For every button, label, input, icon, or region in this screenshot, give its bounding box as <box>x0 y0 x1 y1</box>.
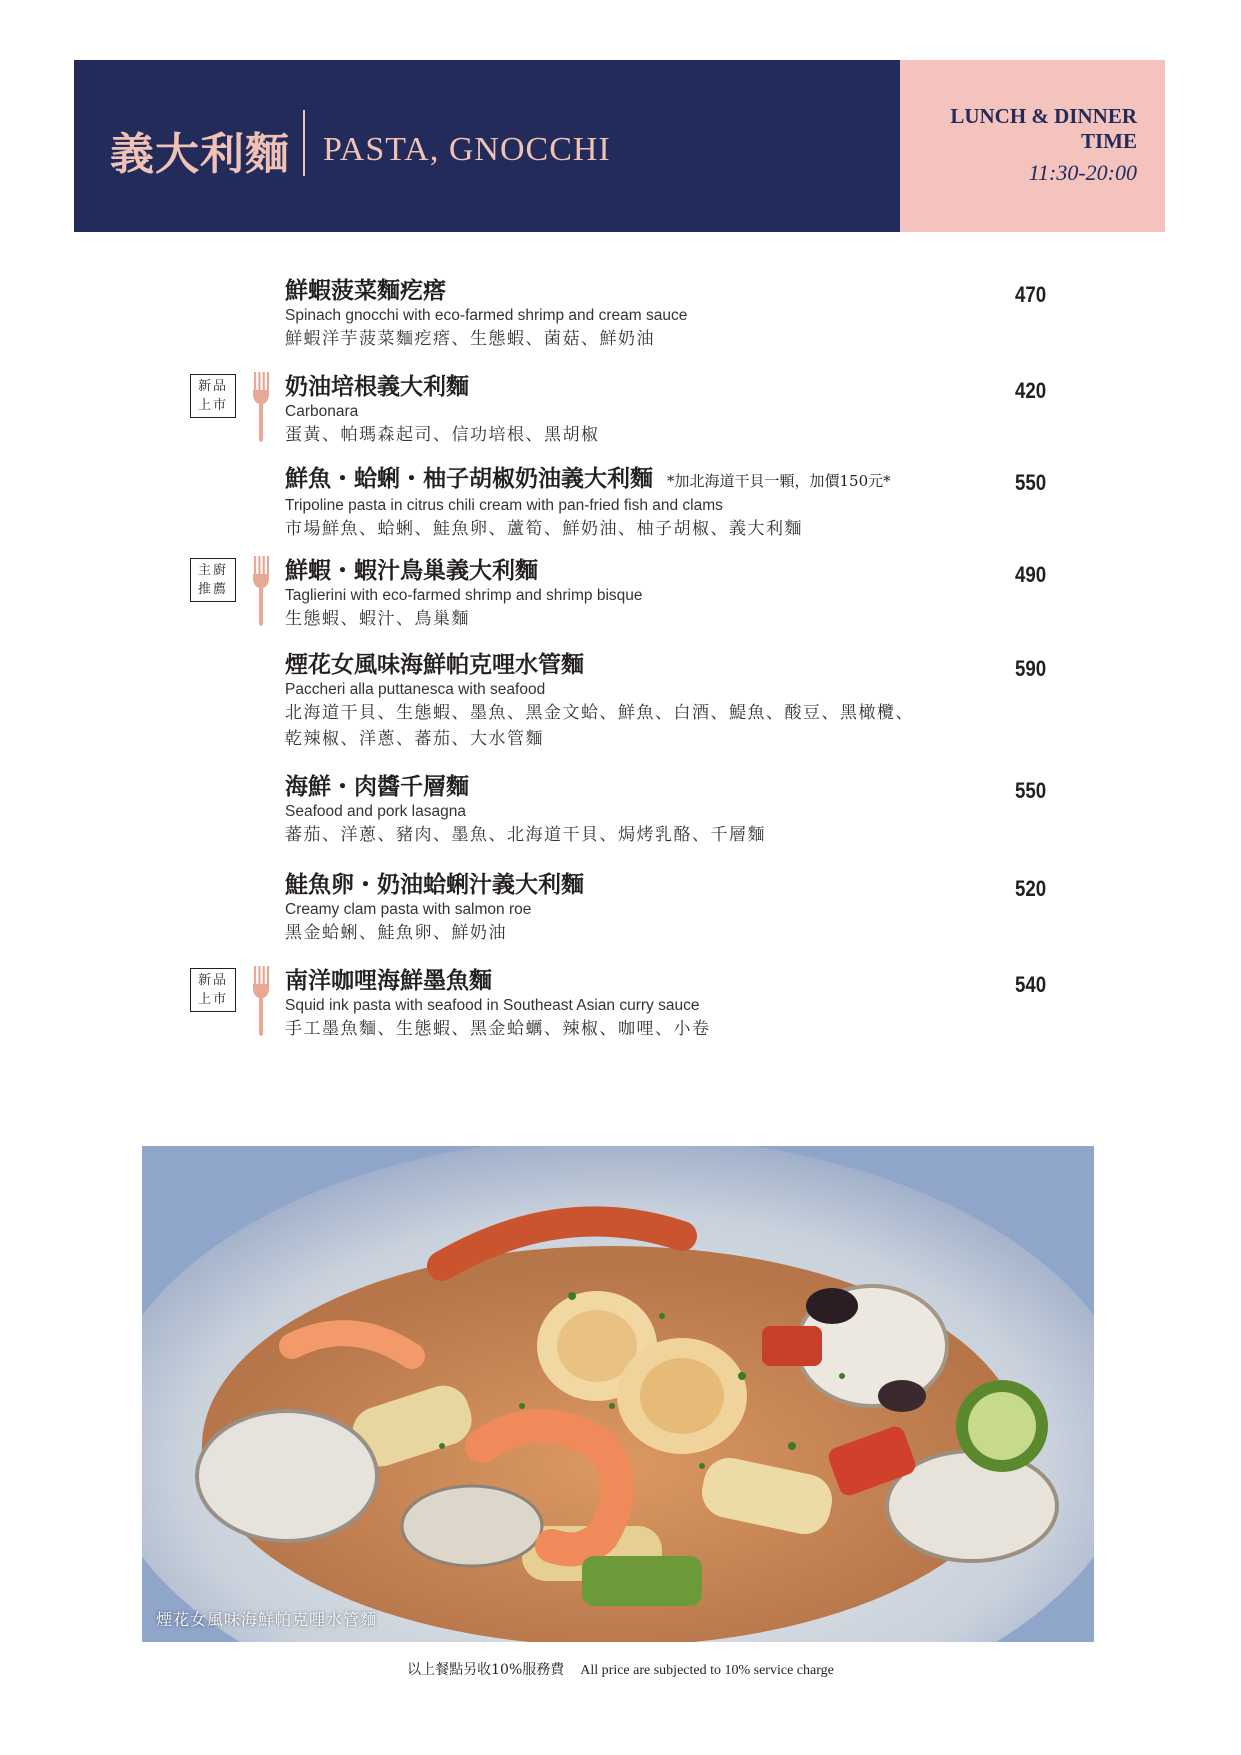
menu-item <box>285 772 1065 848</box>
menu-item <box>285 650 1065 752</box>
item-description: Seafood and pork lasagna <box>285 803 466 820</box>
time-hours: 11:30-20:00 <box>1028 160 1137 185</box>
item-ingredients: 黑金蛤蜊、鮭魚卵、鮮奶油 <box>285 923 507 943</box>
badge-line-1: 主廚 <box>197 563 228 578</box>
new-item-badge <box>190 968 236 1012</box>
item-ingredients-cont: 乾辣椒、洋蔥、蕃茄、大水管麵 <box>285 729 544 749</box>
item-name: 煙花女風味海鮮帕克哩水管麵 <box>285 651 584 678</box>
item-description: Tripoline pasta in citrus chili cream with pan-fried fish and clams <box>285 497 723 514</box>
time-label-line-1: LUNCH & DINNER <box>950 104 1137 128</box>
menu-item <box>285 372 1065 448</box>
item-ingredients: 生態蝦、蝦汁、鳥巢麵 <box>285 609 470 629</box>
menu-item <box>285 464 1065 542</box>
dish-photo <box>142 1146 1094 1642</box>
item-name: 鮮魚・蛤蜊・柚子胡椒奶油義大利麵 <box>285 465 653 492</box>
item-name: 鮭魚卵・奶油蛤蜊汁義大利麵 <box>285 871 584 898</box>
menu-item <box>285 276 1065 352</box>
item-name: 南洋咖哩海鮮墨魚麵 <box>285 967 492 994</box>
menu-item <box>285 870 1065 946</box>
service-charge-note <box>0 1659 1241 1679</box>
photo-caption: 煙花女風味海鮮帕克哩水管麵 <box>156 1610 378 1629</box>
item-price: 550 <box>1015 778 1047 803</box>
item-name: 鮮蝦菠菜麵疙瘩 <box>285 277 446 304</box>
item-name: 鮮蝦・蝦汁鳥巢義大利麵 <box>285 557 538 584</box>
item-ingredients: 市場鮮魚、蛤蜊、鮭魚卵、蘆筍、鮮奶油、柚子胡椒、義大利麵 <box>285 519 803 539</box>
item-price: 590 <box>1015 656 1047 681</box>
menu-item <box>285 556 1065 632</box>
menu-header <box>74 60 1165 232</box>
item-ingredients: 手工墨魚麵、生態蝦、黑金蛤蠣、辣椒、咖哩、小卷 <box>285 1019 711 1039</box>
item-price: 490 <box>1015 562 1047 587</box>
item-description: Spinach gnocchi with eco-farmed shrimp and cream sauce <box>285 307 688 324</box>
item-ingredients: 鮮蝦洋芋菠菜麵疙瘩、生態蝦、菌菇、鮮奶油 <box>285 329 655 349</box>
badge-line-1: 新品 <box>197 379 228 394</box>
time-label <box>950 104 1137 154</box>
item-price: 520 <box>1015 876 1047 901</box>
item-ingredients: 蛋黃、帕瑪森起司、信功培根、黑胡椒 <box>285 425 600 445</box>
fork-icon <box>252 966 270 1036</box>
item-ingredients: 蕃茄、洋蔥、豬肉、墨魚、北海道干貝、焗烤乳酪、千層麵 <box>285 825 766 845</box>
header-title-panel <box>74 60 900 232</box>
item-price: 550 <box>1015 470 1047 495</box>
item-description: Squid ink pasta with seafood in Southeast Asian curry sauce <box>285 997 700 1014</box>
item-name-row <box>285 464 1065 496</box>
page-title-zh: 義大利麵 <box>110 129 290 180</box>
seafood-pasta-image <box>142 1146 1094 1642</box>
badge-line-2: 上市 <box>197 398 228 413</box>
header-time-panel <box>900 60 1165 232</box>
item-name: 奶油培根義大利麵 <box>285 373 469 400</box>
new-item-badge <box>190 374 236 418</box>
item-ingredients: 北海道干貝、生態蝦、墨魚、黑金文蛤、鮮魚、白酒、鯷魚、酸豆、黑橄欖、 <box>285 703 914 723</box>
item-description: Taglierini with eco-farmed shrimp and shrimp bisque <box>285 587 643 604</box>
badge-line-1: 新品 <box>197 973 228 988</box>
item-name: 海鮮・肉醬千層麵 <box>285 773 469 800</box>
page-title-en: PASTA, GNOCCHI <box>323 131 611 168</box>
fork-icon <box>252 556 270 626</box>
badge-line-2: 推薦 <box>197 582 228 597</box>
item-price: 420 <box>1015 378 1047 403</box>
menu-item <box>285 966 1065 1042</box>
time-label-line-2: TIME <box>1080 129 1137 153</box>
badge-line-2: 上市 <box>197 992 228 1007</box>
item-note: *加北海道干貝一顆，加價150元* <box>667 472 891 490</box>
item-price: 540 <box>1015 972 1047 997</box>
fork-icon <box>252 372 270 442</box>
item-description: Carbonara <box>285 403 359 420</box>
footer-zh: 以上餐點另收10%服務費 <box>407 1662 565 1678</box>
chef-recommend-badge <box>190 558 236 602</box>
item-description: Creamy clam pasta with salmon roe <box>285 901 532 918</box>
item-description: Paccheri alla puttanesca with seafood <box>285 681 546 698</box>
item-price: 470 <box>1015 282 1047 307</box>
title-divider <box>303 110 305 176</box>
footer-en: All price are subjected to 10% service charge <box>580 1663 834 1678</box>
